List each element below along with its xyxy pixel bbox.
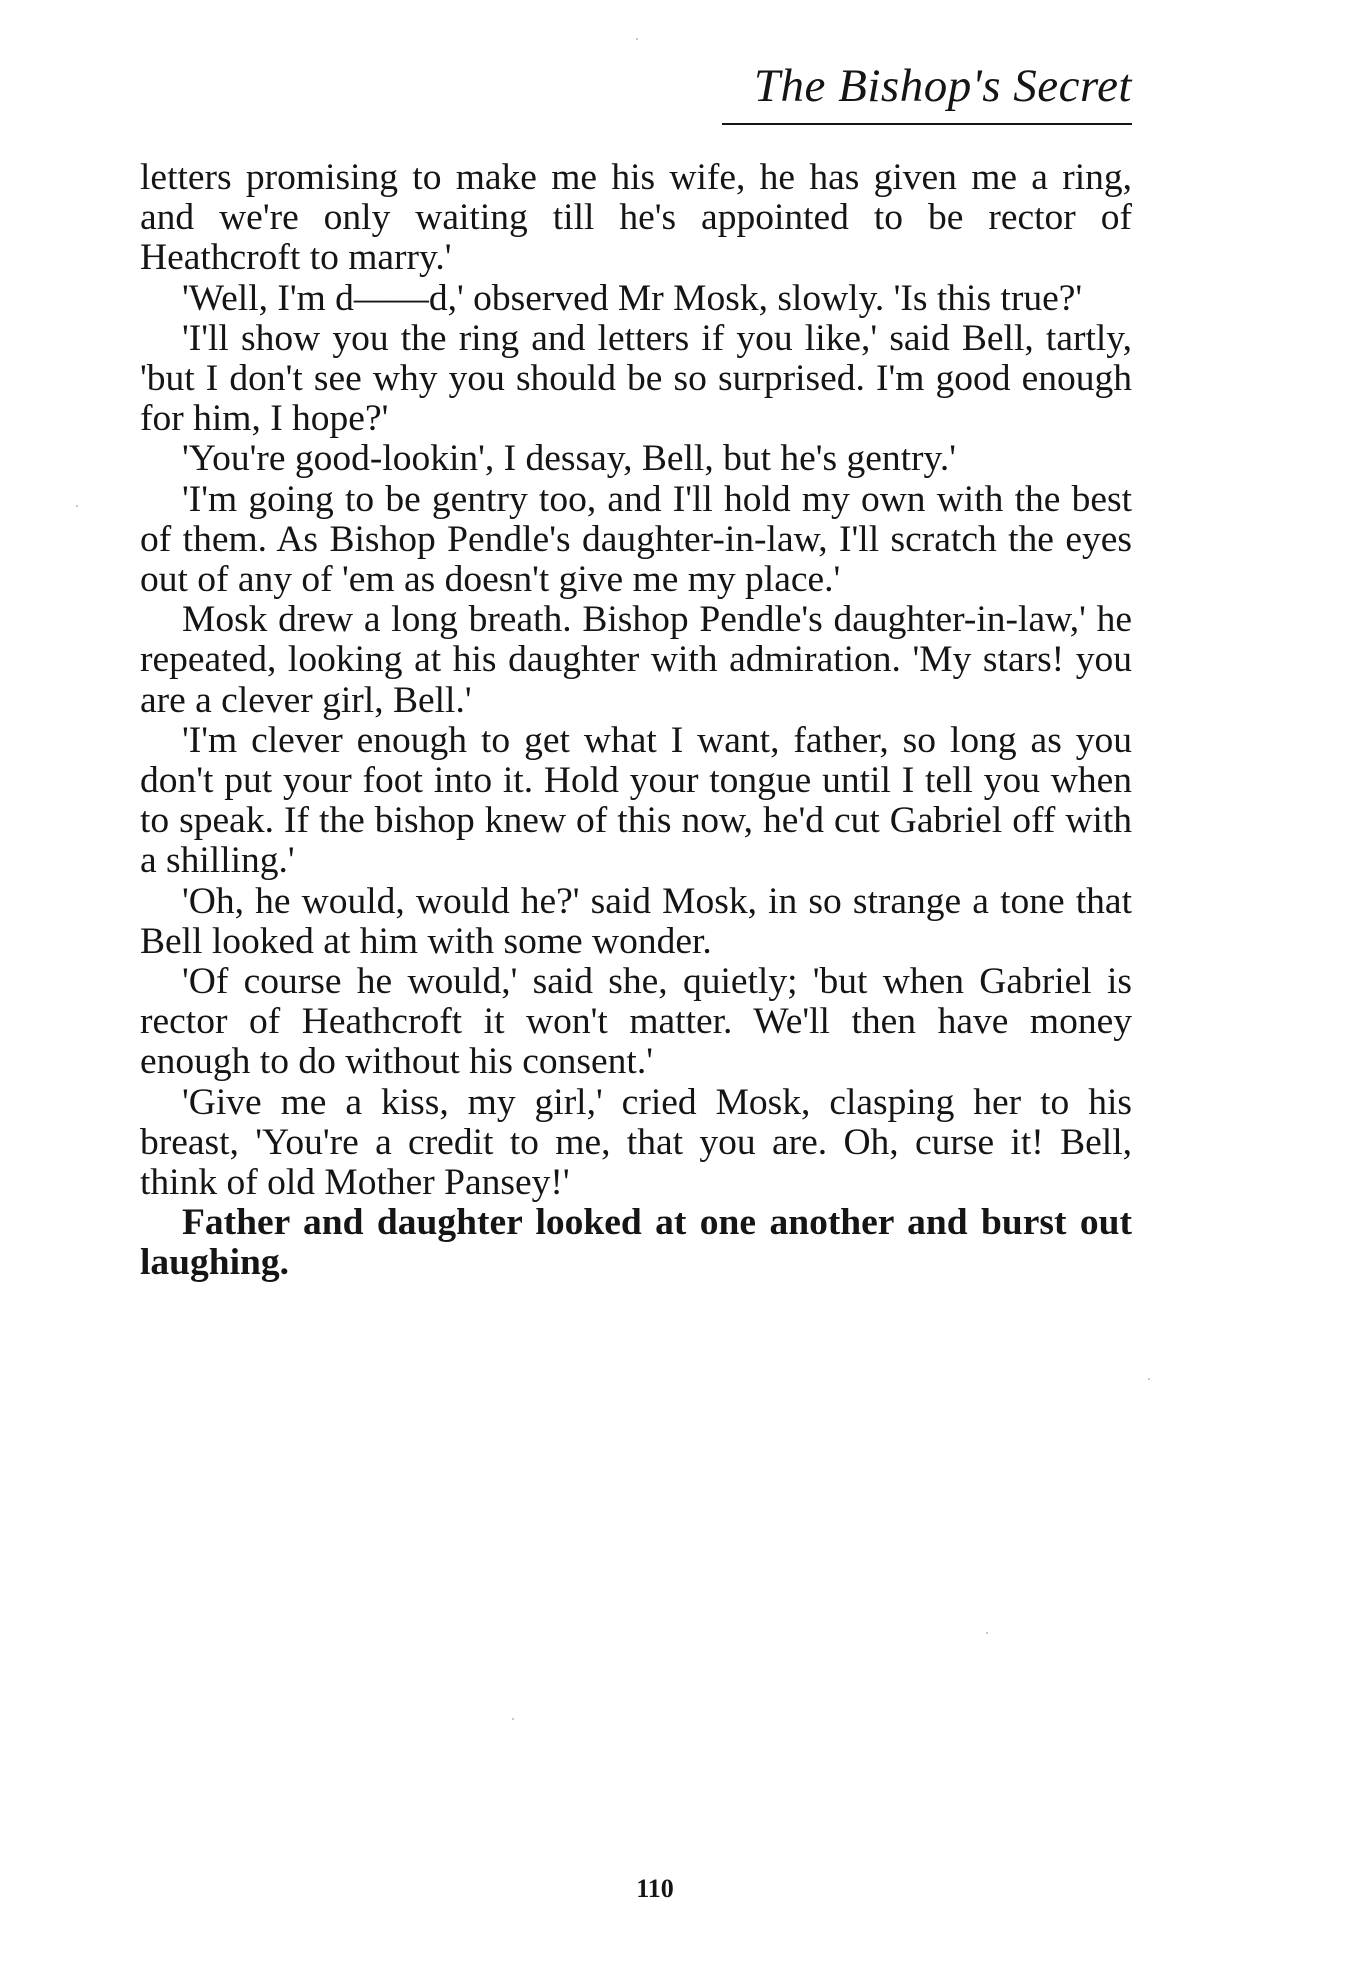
paragraph-final: Father and daughter looked at one another and burst out laughing. [140,1202,1132,1284]
scan-speck [636,38,638,40]
paragraph: 'I'm going to be gentry too, and I'll hold my own with the best of them. As Bishop Pendle's daughter-in-law, I'll scratch the eyes out of any of 'em as doesn't give me my place.' [140,478,1132,601]
paragraph: 'Oh, he would, would he?' said Mosk, in so strange a tone that Bell looked at him with some wonder. [140,880,1132,962]
paragraph: Mosk drew a long breath. Bishop Pendle's daughter-in-law,' he repeated, looking at his daughter with admiration. 'My stars! you are a clever girl, Bell.' [140,599,1132,721]
scan-speck [76,505,78,507]
paragraph: 'I'll show you the ring and letters if you like,' said Bell, tartly, 'but I don't see why you should be so surprised. I'm good enough for him, I hope?' [140,317,1132,440]
scan-speck [1148,1378,1150,1380]
paragraph-continued: letters promising to make me his wife, he has given me a ring, and we're only waiting till he's appointed to be rector of Heathcroft to marry.' [140,157,1132,279]
page-number: 110 [636,1874,674,1903]
scan-speck [512,1718,514,1720]
paragraph: 'Well, I'm d——d,' observed Mr Mosk, slowly. 'Is this true?' [182,277,1083,319]
paragraph: 'I'm clever enough to get what I want, father, so long as you don't put your foot into it. Hold your tongue until I tell you when to speak. If the bishop knew of this now, he'd cut Gabriel off with a shilling.' [140,719,1132,882]
header-rule [722,123,1132,125]
scan-speck [986,1632,988,1634]
body-text [140,158,1132,1284]
paragraph: 'Give me a kiss, my girl,' cried Mosk, clasping her to his breast, 'You're a credit to me, that you are. Oh, curse it! Bell, think of old Mother Pansey!' [140,1081,1132,1204]
paragraph: 'Of course he would,' said she, quietly; 'but when Gabriel is rector of Heathcroft it won't matter. We'll then have money enough to do without his consent.' [140,961,1132,1083]
paragraph: 'You're good-lookin', I dessay, Bell, but he's gentry.' [182,438,956,480]
running-head: The Bishop's Secret [753,60,1132,112]
